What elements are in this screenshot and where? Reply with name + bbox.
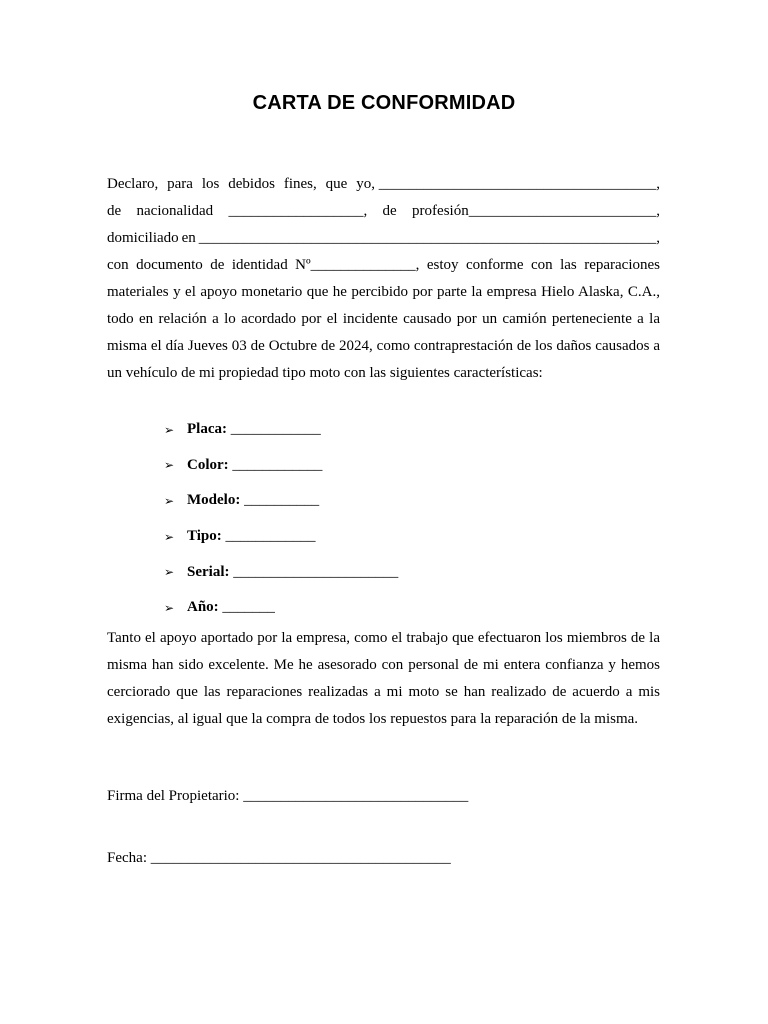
list-item-label: Modelo: [187, 492, 241, 509]
list-item-ano [164, 590, 398, 626]
paragraph-line: cerciorado que las reparaciones realizadas a mi moto se han realizado de acuerdo a mis [107, 684, 660, 700]
blank-line: _______ [222, 599, 275, 616]
blank-line: ____________ [225, 528, 316, 545]
list-item-tipo [164, 519, 398, 555]
paragraph-line: un vehículo de mi propiedad tipo moto con las siguientes características: [107, 365, 543, 381]
list-item-label: Tipo: [187, 528, 222, 545]
paragraph-line: con documento de identidad Nº______________, estoy conforme con las reparaciones [107, 257, 660, 273]
vehicle-characteristics-list [164, 412, 398, 626]
paragraph-line: exigencias, al igual que la compra de todos los repuestos para la reparación de la misma. [107, 711, 639, 727]
name-field: yo, _____________________________________, [356, 176, 660, 192]
list-item-label: Serial: [187, 563, 230, 580]
paragraph-line: todo en relación a lo acordado por el incidente causado por un camión perteneciente a la [107, 311, 660, 327]
address-field: _____________________________________________________________, [198, 230, 660, 246]
date-line [107, 850, 451, 867]
paragraph-line: de nacionalidad __________________, de profesión_________________________, [107, 198, 660, 225]
arrow-bullet-icon: ➢ [164, 529, 175, 544]
blank-line: __________ [244, 492, 320, 509]
paragraph-line: domiciliado en _____________________________________________________________, [107, 225, 660, 252]
arrow-bullet-icon: ➢ [164, 565, 175, 580]
blank-line: ____________ [232, 456, 323, 473]
nationality-field: __________________, [228, 203, 368, 219]
list-item-label: Color: [187, 456, 229, 473]
arrow-bullet-icon: ➢ [164, 422, 175, 437]
signature-label: Firma del Propietario: [107, 788, 240, 804]
list-item-label: Placa: [187, 421, 227, 438]
paragraph-line: Tanto el apoyo aportado por la empresa, como el trabajo que efectuaron los miembros de la [107, 630, 660, 646]
arrow-bullet-icon: ➢ [164, 493, 175, 508]
satisfaction-paragraph [107, 625, 660, 733]
paragraph-line: Declaro, para los debidos fines, que yo, _____________________________________, [107, 171, 660, 198]
list-item-placa [164, 412, 398, 448]
arrow-bullet-icon: ➢ [164, 458, 175, 473]
list-item-color [164, 448, 398, 484]
blank-line: ____________ [230, 421, 321, 438]
paragraph-line: misma han sido excelente. Me he asesorado con personal de mi entera confianza y hemos [107, 657, 660, 673]
profession-field: profesión_________________________, [412, 203, 660, 219]
declaration-paragraph [107, 171, 660, 387]
document-title: CARTA DE CONFORMIDAD [252, 92, 516, 114]
list-item-serial [164, 554, 398, 590]
paragraph-line: materiales y el apoyo monetario que he percibido por parte la empresa Hielo Alaska, C.A., [107, 284, 660, 300]
paragraph-line: misma el día Jueves 03 de Octubre de 2024, como contraprestación de los daños causados a [107, 338, 660, 354]
list-item-label: Año: [187, 599, 219, 616]
signature-blank: ______________________________ [243, 788, 469, 804]
list-item-modelo [164, 483, 398, 519]
date-label: Fecha: [107, 850, 147, 866]
blank-line: ______________________ [233, 563, 399, 580]
date-blank: ________________________________________ [150, 850, 451, 866]
arrow-bullet-icon: ➢ [164, 600, 175, 615]
owner-signature-line [107, 788, 468, 805]
